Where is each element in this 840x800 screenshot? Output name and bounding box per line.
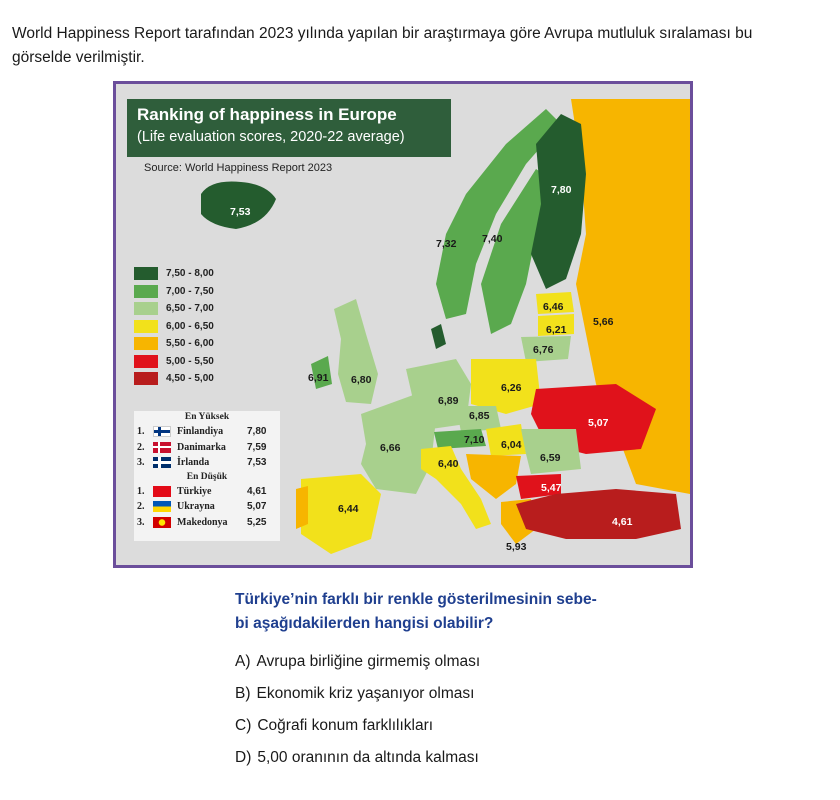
lowest-row (134, 499, 280, 515)
rank-number: 2. (137, 441, 145, 453)
legend-swatch (134, 302, 158, 315)
label-spain: 6,44 (338, 503, 359, 515)
highest-title: En Yüksek (184, 412, 230, 422)
label-hungary: 6,04 (501, 439, 522, 451)
legend-item (134, 370, 214, 388)
map-title: Ranking of happiness in Europe (137, 105, 397, 124)
map-legend (134, 265, 214, 388)
label-russia: 5,66 (593, 316, 614, 328)
label-uk: 6,80 (351, 374, 372, 386)
question-line-2: bi aşağıdakilerden hangisi olabilir? (235, 615, 494, 632)
label-iceland: 7,53 (230, 206, 251, 218)
map-subtitle: (Life evaluation scores, 2020-22 average) (137, 129, 405, 145)
answer-option[interactable] (235, 646, 480, 678)
rank-value: 7,53 (247, 457, 267, 469)
option-letter: B) (235, 685, 251, 702)
rank-value: 7,80 (247, 426, 267, 438)
legend-swatch (134, 337, 158, 350)
label-france: 6,66 (380, 442, 401, 454)
option-text: Ekonomik kriz yaşanıyor olması (256, 685, 475, 702)
legend-label: 7,50 - 8,00 (166, 268, 214, 280)
rank-value: 5,25 (247, 516, 267, 528)
option-text: 5,00 oranının da altında kalması (257, 749, 479, 766)
answer-option[interactable] (235, 678, 480, 710)
rank-value: 4,61 (247, 485, 267, 497)
intro-line-2: görselde verilmiştir. (12, 49, 145, 66)
label-greece: 5,93 (506, 541, 527, 553)
legend-label: 6,00 - 6,50 (166, 320, 214, 332)
map-title-box (127, 99, 451, 157)
rank-country: İrlanda (177, 457, 210, 469)
lowest-title: En Düşük (186, 471, 228, 482)
option-letter: A) (235, 653, 251, 670)
rank-number: 1. (137, 485, 145, 497)
portugal-region (296, 486, 308, 529)
legend-label: 7,00 - 7,50 (166, 285, 214, 297)
legend-label: 5,00 - 5,50 (166, 355, 214, 367)
label-turkey: 4,61 (612, 516, 633, 528)
label-lithuania: 6,76 (533, 344, 554, 356)
legend-swatch (134, 320, 158, 333)
legend-item (134, 318, 214, 336)
label-latvia: 6,21 (546, 324, 567, 336)
legend-swatch (134, 372, 158, 385)
label-ukraine: 5,07 (588, 417, 609, 429)
label-poland: 6,26 (501, 382, 522, 394)
label-sweden: 7,40 (482, 233, 503, 245)
option-text: Coğrafi konum farklılıkları (257, 717, 434, 734)
label-italy: 6,40 (438, 458, 459, 470)
legend-item (134, 265, 214, 283)
highest-row (134, 440, 280, 456)
intro-paragraph (12, 22, 828, 70)
legend-swatch (134, 267, 158, 280)
label-germany: 6,89 (438, 395, 459, 407)
label-austria: 7,10 (464, 434, 485, 446)
happiness-map-figure (113, 81, 693, 568)
legend-swatch (134, 285, 158, 298)
flag-icon (153, 457, 171, 468)
label-bulgaria: 5,47 (541, 482, 562, 494)
option-letter: D) (235, 749, 252, 766)
answer-option[interactable] (235, 710, 480, 742)
flag-icon (153, 442, 171, 453)
label-czechia: 6,85 (469, 410, 490, 422)
flag-icon (153, 486, 171, 497)
rank-value: 5,07 (247, 501, 267, 513)
legend-item (134, 335, 214, 353)
legend-label: 5,50 - 6,00 (166, 338, 214, 350)
ranking-box (134, 411, 280, 541)
option-letter: C) (235, 717, 252, 734)
intro-line-1: World Happiness Report tarafından 2023 yılında yapılan bir araştırmaya göre Avrupa mutluluk sıralaması bu (12, 25, 753, 42)
question-line-1: Türkiye’nin farklı bir renkle gösterilmesinin sebe- (235, 591, 597, 608)
rank-number: 1. (137, 426, 145, 438)
legend-item (134, 353, 214, 371)
lowest-row (134, 515, 280, 531)
option-text: Avrupa birliğine girmemiş olması (256, 653, 481, 670)
rank-number: 2. (137, 501, 145, 513)
legend-label: 4,50 - 5,00 (166, 373, 214, 385)
rank-country: Finlandiya (177, 426, 224, 438)
label-ireland: 6,91 (308, 372, 329, 384)
rank-country: Türkiye (177, 485, 212, 497)
rank-number: 3. (137, 457, 145, 469)
label-estonia: 6,46 (543, 301, 564, 313)
legend-swatch (134, 355, 158, 368)
map-source: Source: World Happiness Report 2023 (144, 162, 333, 174)
flag-icon (153, 517, 171, 528)
highest-row (134, 455, 280, 471)
rank-country: Danimarka (177, 441, 226, 453)
answer-option[interactable] (235, 742, 480, 774)
flag-icon (153, 501, 171, 512)
legend-item (134, 283, 214, 301)
rank-country: Ukrayna (177, 501, 215, 513)
rank-country: Makedonya (177, 516, 228, 528)
rank-value: 7,59 (247, 441, 267, 453)
rank-number: 3. (137, 516, 145, 528)
highest-row (134, 424, 280, 440)
answer-options (235, 646, 480, 774)
legend-item (134, 300, 214, 318)
flag-icon (153, 426, 171, 437)
question-text (235, 588, 615, 636)
lowest-row (134, 484, 280, 500)
label-finland: 7,80 (551, 184, 572, 196)
label-romania: 6,59 (540, 452, 561, 464)
legend-label: 6,50 - 7,00 (166, 303, 214, 315)
label-norway: 7,32 (436, 238, 457, 250)
